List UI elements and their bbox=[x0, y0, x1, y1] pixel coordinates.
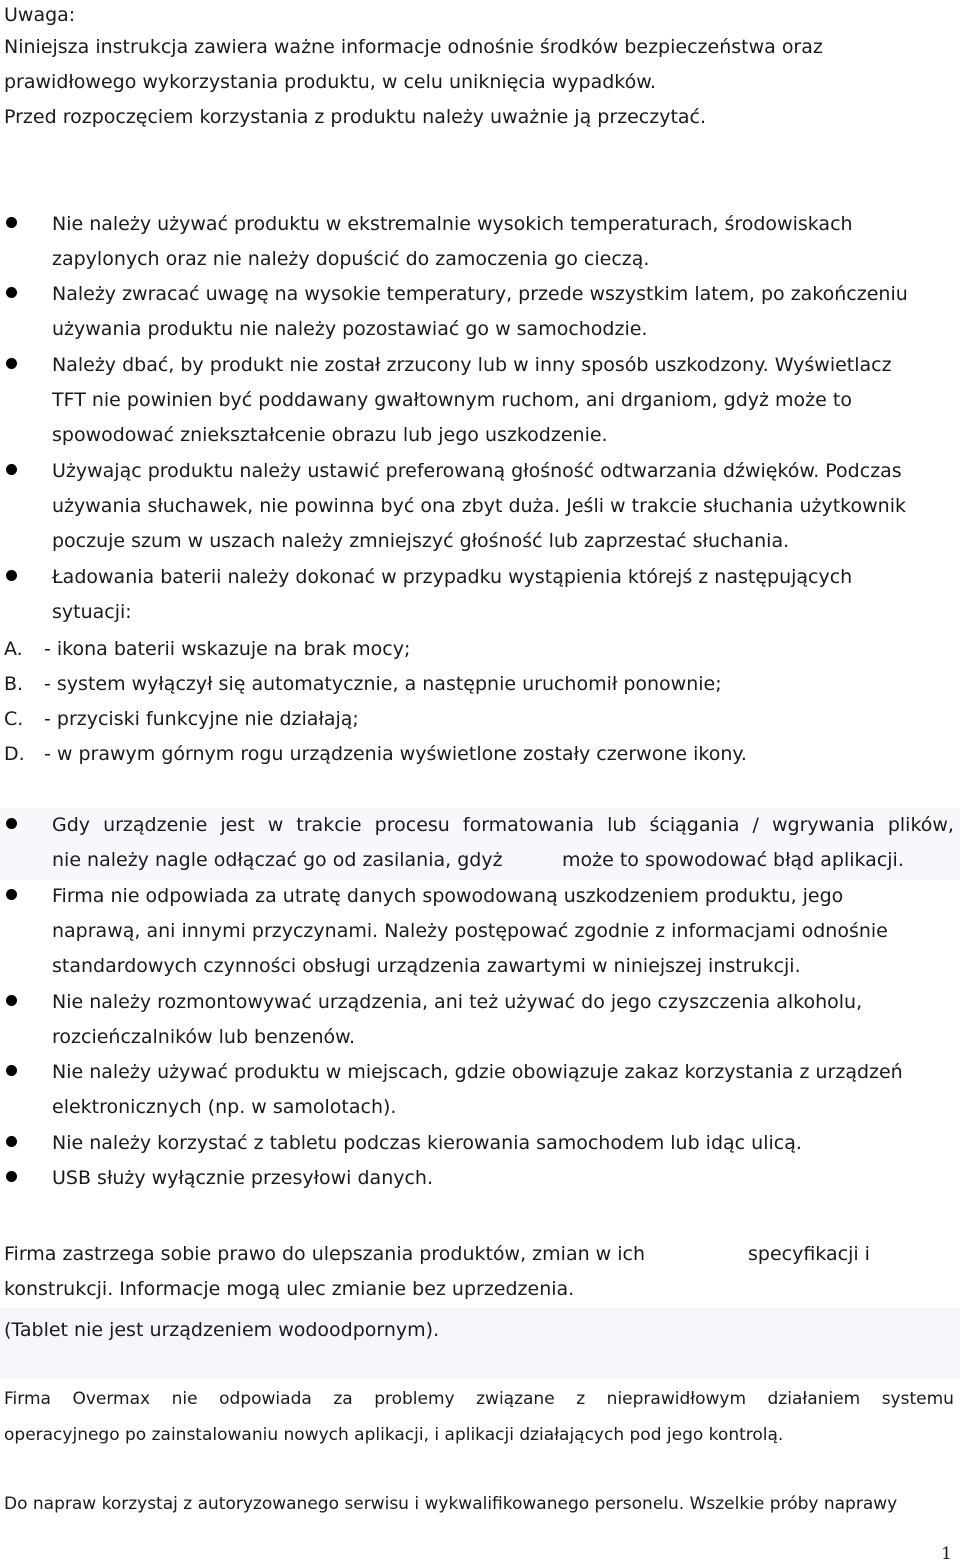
driving-warning: Nie należy korzystać z tabletu podczas kierowania samochodem lub idąc ulicą. bbox=[52, 1132, 802, 1154]
safety-item-5-line-2: sytuacji: bbox=[52, 601, 132, 623]
disassembly-line-2: rozcieńczalników lub benzenów. bbox=[52, 1026, 356, 1048]
rights-line-2: konstrukcji. Informacje mogą ulec zmianie bez uprzedzenia. bbox=[4, 1278, 575, 1300]
rights-line-1a: Firma zastrzega sobie prawo do ulepszania produktów, zmian w ich bbox=[4, 1243, 646, 1265]
data-loss-line-1: Firma nie odpowiada za utratę danych spowodowaną uszkodzeniem produktu, jego bbox=[52, 885, 844, 907]
rights-line-1b: specyfikacji i bbox=[748, 1243, 870, 1265]
safety-item-5-line-1: Ładowania baterii należy dokonać w przypadku wystąpienia którejś z następujących bbox=[52, 566, 853, 588]
repair-note: Do napraw korzystaj z autoryzowanego serwisu i wykwalifikowanego personelu. Wszelkie próby naprawy bbox=[4, 1494, 898, 1514]
word: Gdy bbox=[52, 814, 91, 836]
letter-c-text: - przyciski funkcyjne nie działają; bbox=[44, 708, 359, 730]
word: działaniem bbox=[767, 1389, 861, 1409]
letter-a: A. bbox=[4, 638, 23, 660]
word: problemy bbox=[374, 1389, 455, 1409]
format-warning-line-1 bbox=[52, 812, 954, 838]
letter-d: D. bbox=[4, 743, 25, 765]
safety-item-4-line-3: poczuje szum w uszach należy zmniejszyć głośność lub zaprzestać słuchania. bbox=[52, 530, 790, 552]
word: plików, bbox=[887, 814, 954, 836]
word: nie bbox=[171, 1389, 198, 1409]
word: za bbox=[333, 1389, 353, 1409]
word: procesu bbox=[374, 814, 450, 836]
overmax-disclaimer-line-1 bbox=[4, 1386, 954, 1412]
word: formatowania bbox=[462, 814, 595, 836]
bullet-icon bbox=[6, 464, 17, 475]
word: Overmax bbox=[72, 1389, 151, 1409]
format-warning-line-2a: nie należy nagle odłączać go od zasilania, gdyż bbox=[52, 849, 503, 871]
bullet-icon bbox=[6, 358, 17, 369]
safety-item-3-line-1: Należy dbać, by produkt nie został zrzucony lub w inny sposób uszkodzony. Wyświetlacz bbox=[52, 354, 892, 376]
intro-line-2: prawidłowego wykorzystania produktu, w celu uniknięcia wypadków. bbox=[4, 71, 657, 93]
bullet-icon bbox=[6, 818, 17, 829]
bullet-icon bbox=[6, 287, 17, 298]
safety-item-3-line-2: TFT nie powinien być poddawany gwałtownym ruchom, ani drganiom, gdyż może to bbox=[52, 389, 852, 411]
safety-item-2-line-2: używania produktu nie należy pozostawiać go w samochodzie. bbox=[52, 318, 648, 340]
word: w bbox=[267, 814, 284, 836]
safety-item-3-line-3: spowodować zniekształcenie obrazu lub jego uszkodzenie. bbox=[52, 424, 608, 446]
notice-title: Uwaga: bbox=[4, 4, 76, 26]
word: urządzenie bbox=[103, 814, 208, 836]
usb-note: USB służy wyłącznie przesyłowi danych. bbox=[52, 1167, 434, 1189]
word: jest bbox=[220, 814, 255, 836]
word: nieprawidłowym bbox=[606, 1389, 747, 1409]
intro-line-3: Przed rozpoczęciem korzystania z produktu należy uważnie ją przeczytać. bbox=[4, 106, 707, 128]
bullet-icon bbox=[6, 217, 17, 228]
word: ściągania bbox=[649, 814, 740, 836]
word: systemu bbox=[881, 1389, 954, 1409]
word: odpowiada bbox=[219, 1389, 312, 1409]
word: / bbox=[752, 814, 759, 836]
safety-item-4-line-1: Używając produktu należy ustawić preferowaną głośność odtwarzania dźwięków. Podczas bbox=[52, 460, 902, 482]
letter-d-text: - w prawym górnym rogu urządzenia wyświetlone zostały czerwone ikony. bbox=[44, 743, 747, 765]
bullet-icon bbox=[6, 889, 17, 900]
data-loss-line-3: standardowych czynności obsługi urządzenia zawartymi w niniejszej instrukcji. bbox=[52, 955, 801, 977]
bullet-icon bbox=[6, 570, 17, 581]
bullet-icon bbox=[6, 1171, 17, 1182]
letter-b-text: - system wyłączył się automatycznie, a następnie uruchomił ponownie; bbox=[44, 673, 722, 695]
data-loss-line-2: naprawą, ani innymi przyczynami. Należy postępować zgodnie z informacjami odnośnie bbox=[52, 920, 888, 942]
bullet-icon bbox=[6, 1136, 17, 1147]
restricted-use-line-2: elektronicznych (np. w samolotach). bbox=[52, 1096, 397, 1118]
bullet-icon bbox=[6, 1065, 17, 1076]
letter-b: B. bbox=[4, 673, 24, 695]
word: trakcie bbox=[296, 814, 362, 836]
word: Firma bbox=[4, 1389, 51, 1409]
bullet-icon bbox=[6, 995, 17, 1006]
safety-item-1-line-2: zapylonych oraz nie należy dopuścić do zamoczenia go cieczą. bbox=[52, 248, 650, 270]
restricted-use-line-1: Nie należy używać produktu w miejscach, gdzie obowiązuje zakaz korzystania z urządzeń bbox=[52, 1061, 903, 1083]
letter-c: C. bbox=[4, 708, 24, 730]
waterproof-note: (Tablet nie jest urządzeniem wodoodpornym). bbox=[4, 1319, 440, 1341]
word: z bbox=[576, 1389, 586, 1409]
letter-a-text: - ikona baterii wskazuje na brak mocy; bbox=[44, 638, 411, 660]
safety-item-2-line-1: Należy zwracać uwagę na wysokie temperatury, przede wszystkim latem, po zakończeniu bbox=[52, 283, 908, 305]
word: związane bbox=[476, 1389, 555, 1409]
format-warning-line-2b: może to spowodować błąd aplikacji. bbox=[562, 849, 904, 871]
overmax-disclaimer-line-2: operacyjnego po zainstalowaniu nowych aplikacji, i aplikacji działających pod jego kontrolą. bbox=[4, 1425, 784, 1445]
word: lub bbox=[607, 814, 637, 836]
page-number: 1 bbox=[941, 1544, 952, 1564]
intro-line-1: Niniejsza instrukcja zawiera ważne informacje odnośnie środków bezpieczeństwa oraz bbox=[4, 36, 823, 58]
disassembly-line-1: Nie należy rozmontowywać urządzenia, ani też używać do jego czyszczenia alkoholu, bbox=[52, 991, 863, 1013]
safety-item-4-line-2: używania słuchawek, nie powinna być ona zbyt duża. Jeśli w trakcie słuchania użytkownik bbox=[52, 495, 906, 517]
word: wgrywania bbox=[771, 814, 875, 836]
safety-item-1-line-1: Nie należy używać produktu w ekstremalnie wysokich temperaturach, środowiskach bbox=[52, 213, 853, 235]
